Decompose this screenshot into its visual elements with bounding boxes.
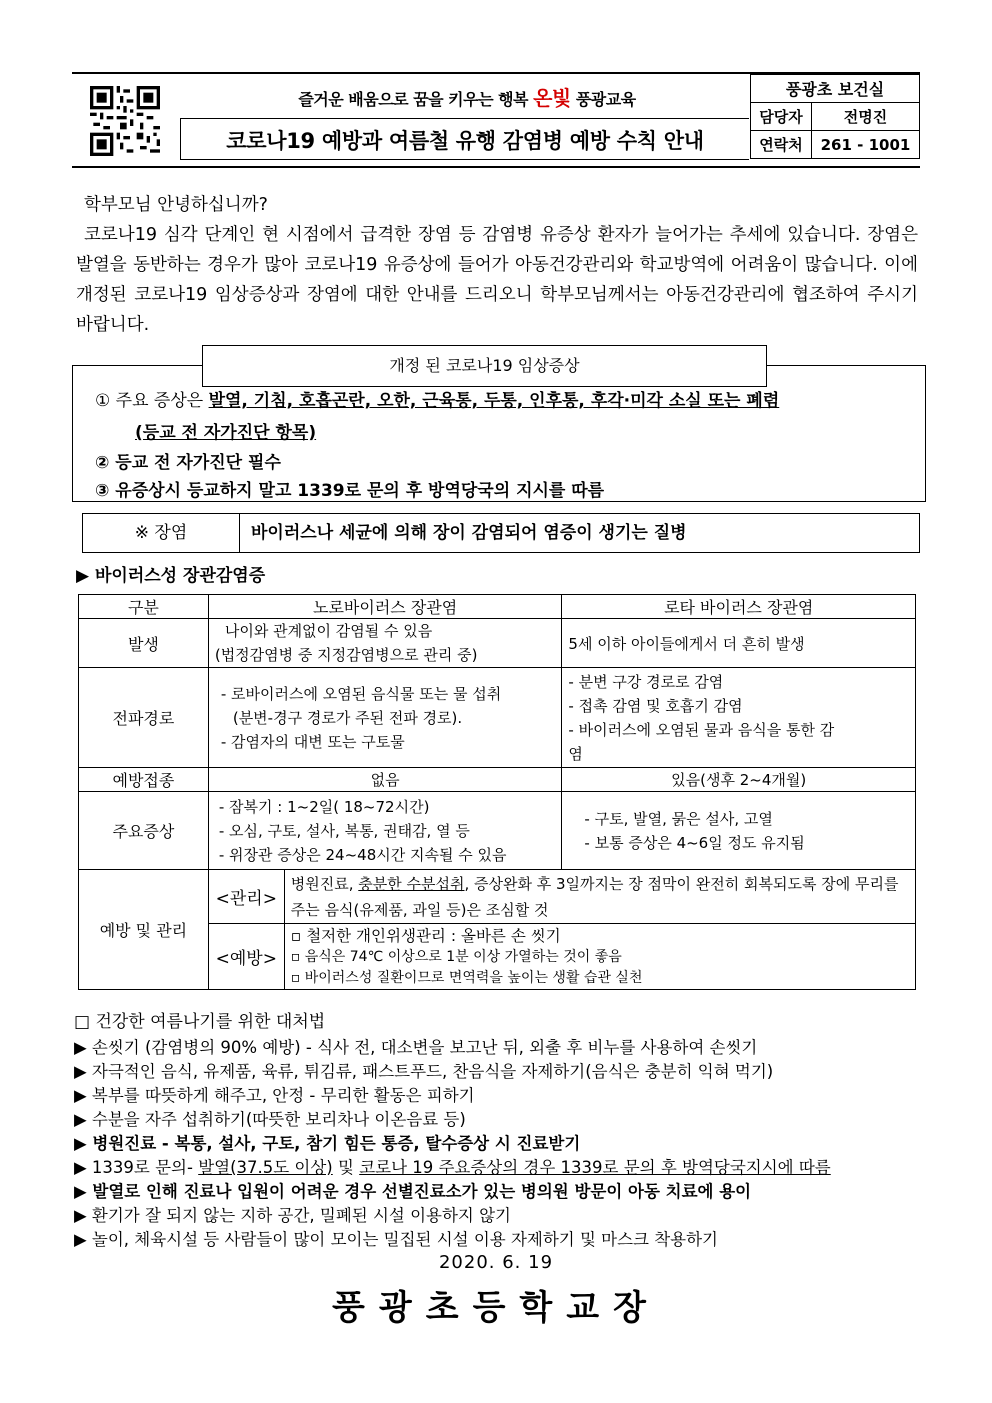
table-header: 로타 바이러스 장관염: [562, 595, 916, 619]
cell-line: ▫ 철저한 개인위생관리 : 올바른 손 씻기: [290, 926, 561, 945]
row-label: 예방접종: [79, 768, 209, 792]
intro-paragraph: 코로나19 심각 단계인 현 시점에서 급격한 장염 등 감염병 유증상 환자가 늘어가는 추세에 있습니다. 장염은 발열을 동반하는 경우가 많아 코로나19 유증상에 들어가 아동건강관리와 학교방역에 어려움이 많습니다. 이에 개정된 코로나19 임상증상과 장염에 대한 안내를 드리오니 학부모님께서는 아동건강관리에 협조하여 주시기 바랍니다.: [76, 225, 918, 335]
table-row: [79, 870, 916, 924]
cell-line: - 보통 증상은 4~6일 정도 유지됨: [584, 833, 805, 852]
symptom-item-1-body: 발열, 기침, 호흡곤란, 오한, 근육통, 두통, 인후통, 후각·미각 소실 또는 폐렴: [208, 391, 780, 411]
list-item: ▶ 발열로 인해 진료나 입원이 어려운 경우 선별진료소가 있는 병의원 방문이 아동 치료에 용이: [74, 1182, 752, 1201]
row-label: 예방 및 관리: [79, 870, 209, 990]
list-item: [74, 1156, 934, 1180]
document-header: [72, 72, 920, 168]
prevent-text: [284, 924, 915, 990]
manage-text-underlined: 충분한 수분섭취: [358, 874, 465, 893]
manager-label: 담당자: [751, 103, 812, 131]
rota-symptoms: [562, 792, 916, 870]
intro-text: [76, 190, 918, 340]
document-date: 2020. 6. 19: [438, 1252, 554, 1273]
document-title: 코로나19 예방과 여름철 유행 감염병 예방 수칙 안내: [226, 129, 704, 153]
noro-symptoms: [208, 792, 562, 870]
qr-code-icon[interactable]: [90, 86, 160, 156]
noro-vaccine: 없음: [208, 768, 562, 792]
noro-occurrence: [208, 619, 562, 668]
cell-line: - 오심, 구토, 설사, 복통, 권태감, 열 등: [218, 821, 470, 840]
list-item: ▶ 자극적인 음식, 유제품, 육류, 튀김류, 패스트푸드, 찬음식을 자제하기(음식은 충분히 익혀 먹기): [74, 1062, 774, 1081]
contact-label: 연락처: [751, 131, 812, 159]
symptom-item-1-prefix: ① 주요 증상은: [95, 391, 204, 411]
manage-text: [284, 870, 915, 924]
list-item: ▶ 손씻기 (감염병의 90% 예방) - 식사 전, 대소변을 보고난 뒤, 외출 후 비누를 사용하여 손씻기: [74, 1038, 758, 1057]
cell-line: - 분변 구강 경로로 감염: [568, 672, 724, 691]
table-row: [79, 668, 916, 768]
slogan-highlight: 온빛: [533, 86, 571, 110]
list-item: ▶ 환기가 잘 되지 않는 지하 공간, 밀폐된 시설 이용하지 않기: [74, 1206, 511, 1225]
enteritis-table: [78, 594, 916, 990]
tip-underlined: 코로나 19 주요증상의 경우 1339로 문의 후 방역당국지시에 따름: [359, 1158, 831, 1177]
cell-line: - 잠복기 : 1~2일( 18~72시간): [218, 797, 430, 816]
contact-number: 261 - 1001: [812, 131, 920, 159]
cell-line: - 바이러스에 오염된 물과 음식을 통한 감: [568, 720, 835, 739]
contact-info: [750, 74, 920, 166]
table-row: [79, 792, 916, 870]
rota-occurrence: 5세 이하 아이들에게서 더 흔히 발생: [562, 619, 916, 668]
cell-line: (법정감염병 중 지정감염병으로 관리 중): [214, 646, 478, 664]
list-item: ▶ 병원진료 - 복통, 설사, 구토, 참기 힘든 통증, 탈수증상 시 진료받기: [74, 1134, 581, 1153]
cell-line: 염: [568, 744, 583, 763]
title-box: [180, 118, 749, 160]
slogan-text: 즐거운 배움으로 꿈을 키우는 행복: [298, 90, 529, 109]
list-item: ▶ 복부를 따뜻하게 해주고, 안정 - 무리한 활동은 피하기: [74, 1086, 475, 1105]
tip-underlined: 발열(37.5도 이상): [198, 1158, 333, 1177]
cell-line: - 로바이러스에 오염된 음식물 또는 물 섭취: [220, 684, 502, 703]
table-row: [79, 768, 916, 792]
manage-text-part: 병원진료,: [290, 874, 359, 893]
manage-text-part: , 증상완화 후 3일까지는 장 점막이 완전히 회복되도록 장에 무리를 주는 음식(유제품, 과일 등)은 조심할 것: [290, 874, 899, 919]
tip-text: ▶ 1339로 문의-: [74, 1158, 199, 1177]
table-header: 구분: [79, 595, 209, 619]
rota-vaccine: 있음(생후 2~4개월): [562, 768, 916, 792]
cell-line: ▫ 음식은 74℃ 이상으로 1분 이상 가열하는 것이 좋음: [290, 948, 622, 965]
definition-text: 바이러스나 세균에 의해 장이 감염되어 염증이 생기는 질병: [251, 523, 687, 543]
manager-name: 전명진: [812, 103, 920, 131]
tip-text: 및: [332, 1158, 360, 1177]
cell-line: - 구토, 발열, 묽은 설사, 고열: [584, 809, 773, 828]
row-label: 발생: [79, 619, 209, 668]
cell-line: ▫ 바이러스성 질환이므로 면역력을 높이는 생활 습관 실천: [290, 969, 643, 986]
row-label: 전파경로: [79, 668, 209, 768]
cell-line: - 접촉 감염 및 호흡기 감염: [568, 696, 743, 715]
school-principal-signature: 풍광초등학교장: [332, 1288, 660, 1328]
section-summer-title: □ 건강한 여름나기를 위한 대처법: [74, 1012, 326, 1032]
noro-route: [208, 668, 562, 768]
symptom-item-2: ② 등교 전 자가진단 필수: [95, 453, 281, 473]
symptom-item-1: [95, 386, 779, 411]
manage-label: <관리>: [208, 870, 284, 924]
cell-line: - 위장관 증상은 24~48시간 지속될 수 있음: [218, 845, 507, 864]
prevent-label: <예방>: [208, 924, 284, 990]
table-header: 노로바이러스 장관염: [208, 595, 562, 619]
symptom-item-1-note: (등교 전 자가진단 항목): [135, 423, 317, 443]
enteritis-definition: [82, 513, 920, 553]
list-item: ▶ 수분을 자주 섭취하기(따뜻한 보리차나 이온음료 등): [74, 1110, 466, 1129]
definition-label: ※ 장염: [83, 514, 240, 552]
summer-tips-list: [74, 1036, 934, 1252]
list-item: ▶ 놀이, 체육시설 등 사람들이 많이 모이는 밀집된 시설 이용 자제하기 및 마스크 착용하기: [74, 1230, 718, 1249]
greeting: 학부모님 안녕하십니까?: [84, 195, 268, 215]
cell-line: 나이와 관계없이 감염될 수 있음: [224, 622, 433, 640]
cell-line: - 감염자의 대변 또는 구토물: [220, 732, 405, 751]
slogan-suffix: 풍광교육: [575, 90, 636, 109]
row-label: 주요증상: [79, 792, 209, 870]
symptoms-title: 개정 된 코로나19 임상증상: [202, 345, 767, 387]
table-header-row: [79, 595, 916, 619]
qr-code-area: [72, 74, 180, 166]
rota-route: [562, 668, 916, 768]
table-row: [79, 619, 916, 668]
office-name: 풍광초 보건실: [751, 75, 920, 103]
symptom-item-3: ③ 유증상시 등교하지 말고 1339로 문의 후 방역당국의 지시를 따름: [95, 481, 605, 501]
section-viral-enteritis-title: ▶ 바이러스성 장관감염증: [76, 566, 266, 586]
school-slogan: [182, 82, 752, 111]
cell-line: (분변-경구 경로가 주된 전파 경로).: [232, 708, 463, 727]
